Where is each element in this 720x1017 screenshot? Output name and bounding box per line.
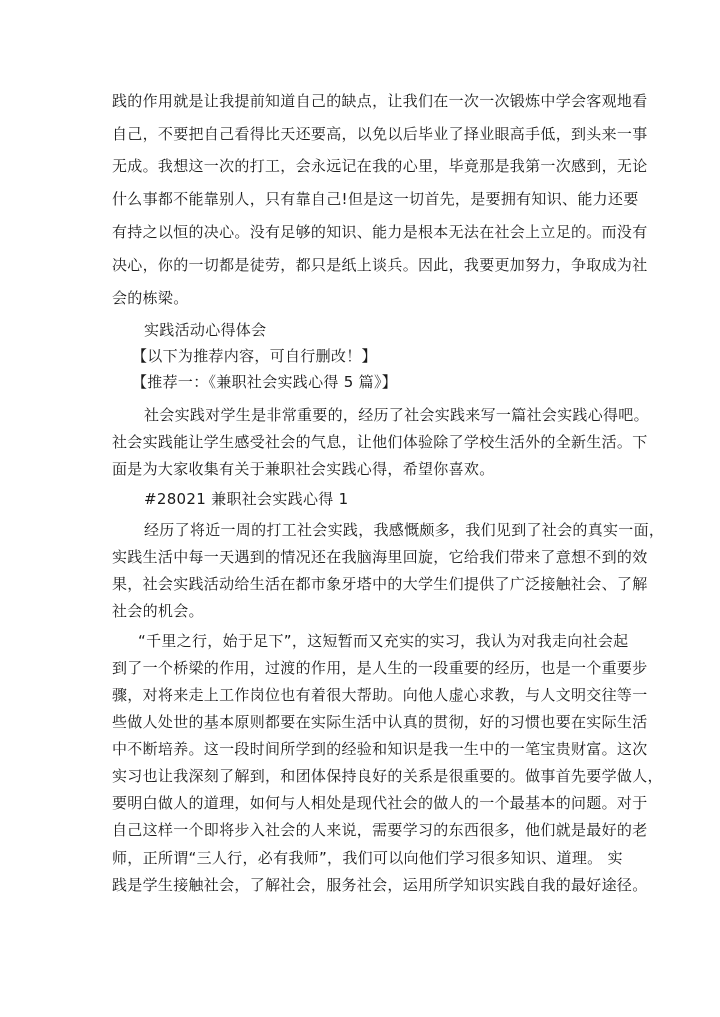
intro-line-7: 会的栋梁。	[112, 289, 189, 307]
para2-line-3: 骤，对将来走上工作岗位也有着很大帮助。向他人虚心求教，与人文明交往等一	[112, 686, 648, 704]
intro-line-3: 无成。我想这一次的打工，会永远记在我的心里，毕竟那是我第一次感到，无论	[112, 157, 648, 175]
intro-line-4: 什么事都不能靠别人，只有靠自己!但是这一切首先，是要拥有知识、能力还要	[112, 190, 639, 208]
para2-line-1: “千里之行，始于足下”，这短暂而又充实的实习，我认为对我走向社会起	[138, 632, 629, 650]
summary-line-3: 面是为大家收集有关于兼职社会实践心得，希望你喜欢。	[112, 460, 495, 478]
para1-line-1: 经历了将近一周的打工社会实践，我感慨颇多，我们见到了社会的真实一面，	[144, 521, 665, 539]
para1-line-4: 社会的机会。	[112, 602, 204, 620]
intro-line-6: 决心，你的一切都是徒劳，都只是纸上谈兵。因此，我要更加努力，争取成为社	[112, 256, 648, 274]
entry-title: #28021 兼职社会实践心得 1	[144, 490, 349, 508]
para2-line-4: 些做人处世的基本原则都要在实际生活中认真的贯彻，好的习惯也要在实际生活	[112, 713, 648, 731]
para2-line-6: 实习也让我深刻了解到，和团体保持良好的关系是很重要的。做事首先要学做人，	[112, 767, 663, 785]
para2-line-5: 中不断培养。这一段时间所学到的经验和知识是我一生中的一笔宝贵财富。这次	[112, 740, 648, 758]
para2-line-7: 要明白做人的道理，如何与人相处是现代社会的做人的一个最基本的问题。对于	[112, 794, 648, 812]
section-title: 实践活动心得体会	[144, 321, 267, 339]
para2-line-9: 师，正所谓“三人行，必有我师”，我们可以向他们学习很多知识、道理。 实	[112, 849, 623, 867]
intro-line-2: 自己，不要把自己看得比天还要高，以免以后毕业了择业眼高手低，到头来一事	[112, 125, 648, 143]
para1-line-3: 果，社会实践活动给生活在都市象牙塔中的大学生们提供了广泛接触社会、了解	[112, 575, 648, 593]
para1-line-2: 实践生活中每一天遇到的情况还在我脑海里回旋，它给我们带来了意想不到的效	[112, 548, 648, 566]
recommend-line: 【推荐一：《兼职社会实践心得 5 篇》】	[132, 373, 398, 391]
summary-line-2: 社会实践能让学生感受社会的气息，让他们体验除了学校生活外的全新生活。下	[112, 433, 648, 451]
para2-line-10: 践是学生接触社会，了解社会，服务社会，运用所学知识实践自我的最好途径。	[112, 876, 648, 894]
summary-line-1: 社会实践对学生是非常重要的，经历了社会实践来写一篇社会实践心得吧。	[144, 406, 649, 424]
intro-line-1: 践的作用就是让我提前知道自己的缺点，让我们在一次一次锻炼中学会客观地看	[112, 92, 648, 110]
intro-line-5: 有持之以恒的决心。没有足够的知识、能力是根本无法在社会上立足的。而没有	[112, 223, 648, 241]
para2-line-8: 自己这样一个即将步入社会的人来说，需要学习的东西很多，他们就是最好的老	[112, 821, 648, 839]
para2-line-2: 到了一个桥梁的作用，过渡的作用，是人生的一段重要的经历，也是一个重要步	[112, 659, 648, 677]
notice-line: 【以下为推荐内容，可自行删改！】	[132, 347, 377, 365]
